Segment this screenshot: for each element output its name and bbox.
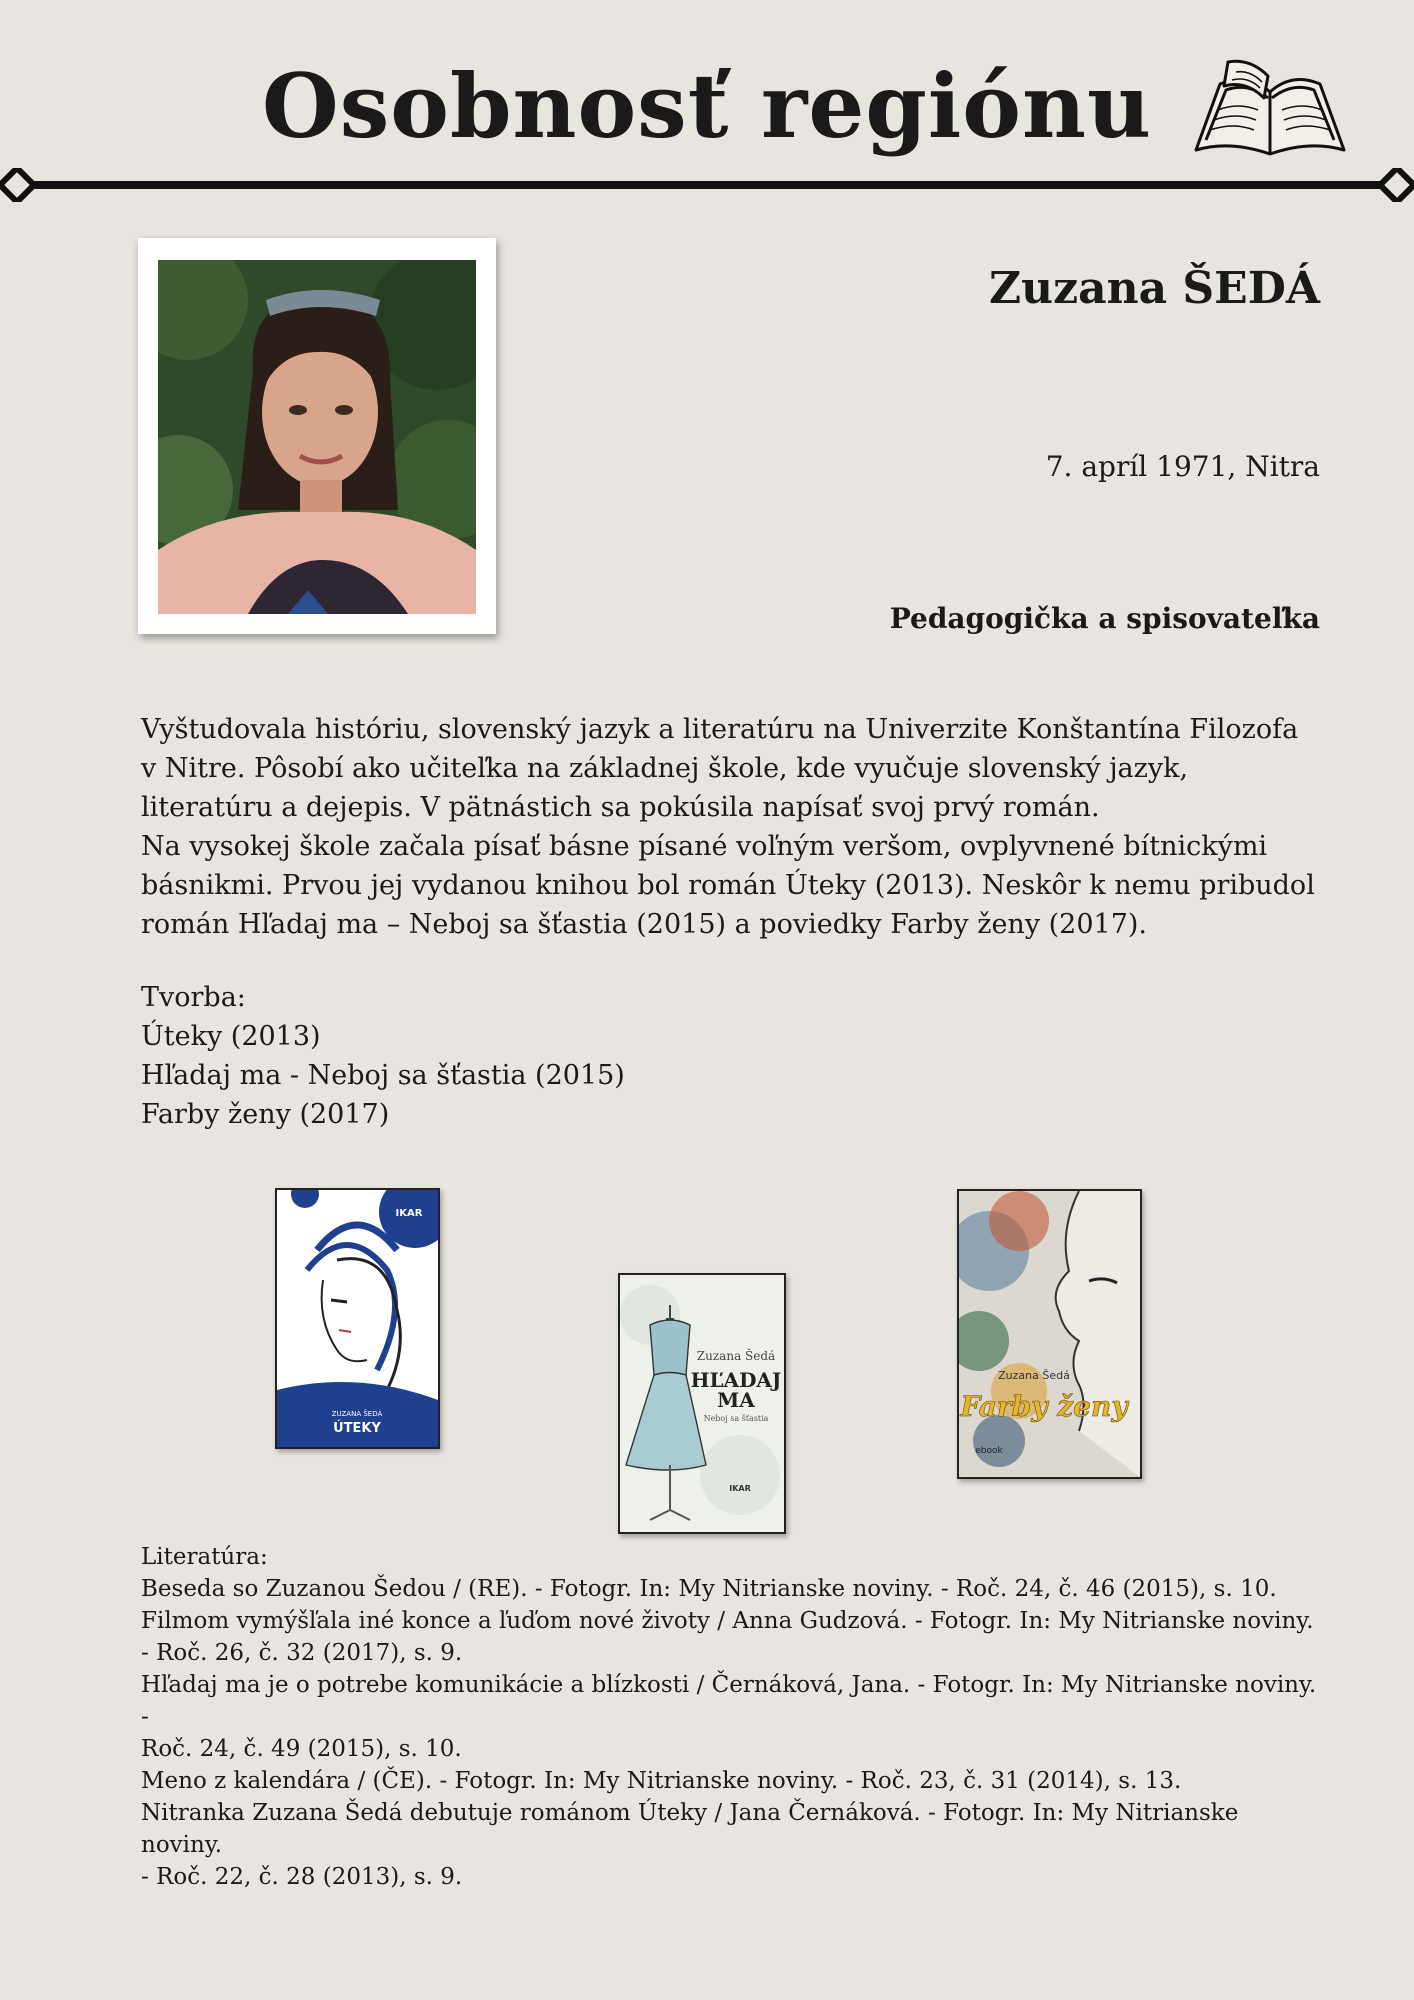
cover-author: Zuzana Šedá (696, 1349, 776, 1363)
literature-line: Roč. 24, č. 49 (2015), s. 10. (141, 1736, 462, 1762)
cover-title: ÚTEKY (333, 1421, 381, 1436)
literature-line: - Roč. 22, č. 28 (2013), s. 9. (141, 1864, 463, 1890)
book-cover-farby-zeny (957, 1189, 1142, 1479)
portrait-frame (138, 238, 496, 634)
portrait-photo (158, 260, 476, 614)
cover-author: ZUZANA ŠEDÁ (331, 1410, 383, 1418)
work-item: Úteky (2013) (141, 1021, 321, 1052)
biography (141, 710, 1321, 944)
literature-line: Beseda so Zuzanou Šedou / (RE). - Fotogr. In: My Nitrianske noviny. - Roč. 24, č. 46 (2015), s. 10. (141, 1576, 1277, 1602)
literature-line: Hľadaj ma je o potrebe komunikácie a blízkosti / Černáková, Jana. - Fotogr. In: My Nitrianske noviny. - (141, 1672, 1317, 1730)
cover-publisher: IKAR (729, 1484, 751, 1493)
profession: Pedagogička a spisovateľka (889, 602, 1320, 635)
person-name: Zuzana ŠEDÁ (988, 263, 1320, 314)
book-cover-uteky (275, 1188, 440, 1449)
cover-title: Farby ženy (960, 1390, 1128, 1423)
open-book-icon (1190, 58, 1350, 160)
cover-publisher: IKAR (395, 1208, 423, 1219)
birth-info: 7. apríl 1971, Nitra (1045, 450, 1320, 483)
works-list (141, 978, 1041, 1134)
cover-title-line2: MA (717, 1388, 755, 1412)
works-heading: Tvorba: (141, 982, 246, 1013)
cover-author: Zuzana Šedá (998, 1369, 1070, 1382)
book-cover-hladaj-ma (618, 1273, 786, 1534)
literature-line: Meno z kalendára / (ČE). - Fotogr. In: My Nitrianske noviny. - Roč. 23, č. 31 (2014), s. 13. (141, 1768, 1182, 1794)
work-item: Hľadaj ma - Neboj sa šťastia (2015) (141, 1060, 625, 1091)
literature-line: Filmom vymýšľala iné konce a ľuďom nové životy / Anna Gudzová. - Fotogr. In: My Nitrianske noviny. (141, 1608, 1314, 1634)
bio-paragraph-1: Vyštudovala históriu, slovenský jazyk a literatúru na Univerzite Konštantína Filozofa v Nitre. Pôsobí ako učiteľka na základnej škole, kde vyučuje slovenský jazyk, literatúru a dejepis. V pätnástich sa pokúsila napísať svoj prvý román. (141, 714, 1299, 823)
literature-line: - Roč. 26, č. 32 (2017), s. 9. (141, 1640, 463, 1666)
cover-publisher: ebook (975, 1446, 1003, 1456)
literature-section (141, 1541, 1321, 1893)
cover-title-line1: HĽADAJ (690, 1368, 782, 1392)
literature-line: Nitranka Zuzana Šedá debutuje románom Úteky / Jana Černáková. - Fotogr. In: My Nitrianske noviny. (141, 1800, 1239, 1858)
work-item: Farby ženy (2017) (141, 1099, 390, 1130)
cover-subtitle: Neboj sa šťastia (703, 1414, 769, 1423)
literature-heading: Literatúra: (141, 1544, 268, 1570)
page-title: Osobnosť regiónu (262, 54, 1152, 158)
header-divider (0, 168, 1414, 202)
bio-paragraph-2: Na vysokej škole začala písať básne písané voľným veršom, ovplyvnené bítnickými básnikmi. Prvou jej vydanou knihou bol román Úteky (2013). Neskôr k nemu pribudol román Hľadaj ma – Neboj sa šťastia (2015) a poviedky Farby ženy (2017). (141, 831, 1315, 940)
